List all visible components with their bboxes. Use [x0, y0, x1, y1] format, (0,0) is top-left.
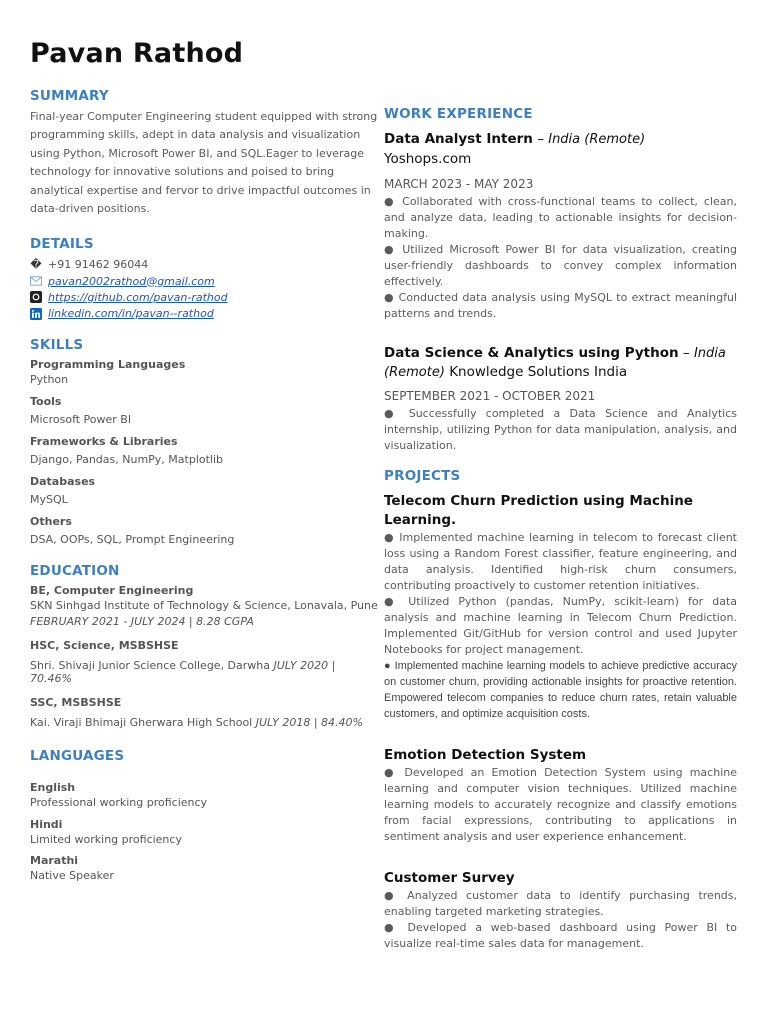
- project-bullet: ● Implemented machine learning in telecom to forecast client loss using a Random Forest classifier, feature engineering, and data analysis. Identified high-risk churn consumers, contributing proactively to customer retention initiatives.: [384, 531, 737, 592]
- project-entry: [384, 492, 737, 722]
- job-bullet: ● Successfully completed a Data Science and Analytics internship, utilizing Python for data manipulation, analysis, and visualization.: [384, 407, 737, 452]
- details-section: [30, 236, 378, 322]
- skill-heading: Programming Languages: [30, 358, 186, 371]
- project-bullet: ● Developed an Emotion Detection System using machine learning and computer vision techniques. Utilized machine learning models to accurately recognize and classify emotions from facial expressions, contributing to applications in sentiment analysis and user experience enhancement.: [384, 766, 737, 843]
- language-name: Marathi: [30, 854, 79, 867]
- github-row: [30, 289, 378, 305]
- email-row: [30, 273, 378, 289]
- edu-degree: BE, Computer Engineering: [30, 584, 194, 597]
- phone-row: [30, 256, 378, 272]
- job-company: Yoshops.com: [384, 151, 472, 167]
- education-title: EDUCATION: [30, 563, 120, 579]
- language-level: Professional working proficiency: [30, 796, 208, 809]
- details-title: DETAILS: [30, 236, 94, 253]
- job-bullet: ● Utilized Microsoft Power BI for data visualization, creating user-friendly dashboards to convey complex information effectively.: [384, 243, 737, 288]
- right-column: [384, 106, 737, 952]
- edu-school-line: [30, 659, 378, 685]
- edu-school-line: [30, 716, 378, 729]
- job-bullet: ● Collaborated with cross-functional teams to collect, clean, and analyze data, leading to actionable insights for decision-making.: [384, 195, 737, 240]
- edu-school: Shri. Shivaji Junior Science College, Darwha: [30, 659, 271, 672]
- project-bullet: ● Developed a web-based dashboard using Power BI to visualize real-time sales data for management.: [384, 921, 737, 950]
- job-title-line: [384, 344, 737, 382]
- project-bullet: ● Analyzed customer data to identify purchasing trends, enabling targeted marketing strategies.: [384, 889, 737, 918]
- edu-school: Kai. Viraji Bhimaji Gherwara High School: [30, 716, 253, 729]
- summary-text: Final-year Computer Engineering student equipped with strong programming skills, adept in data analysis and visualization using Python, Microsoft Power BI, and SQL.Eager to leverage technology for innovative solutions and poised to bring analytical expertise and fervor to drive impactful outcomes in data-driven positions.: [30, 110, 378, 216]
- project-entry: [384, 869, 737, 952]
- email-link[interactable]: pavan2002rathod@gmail.com: [48, 274, 215, 288]
- projects-title: PROJECTS: [384, 468, 461, 484]
- project-bullet: ● Implemented machine learning models to achieve predictive accuracy on customer churn, providing actionable insights for proactive retention. Empowered telecom companies to reduce churn rates, retain valuable customers, and optimize acquisition costs.: [384, 660, 737, 720]
- projects-section: [384, 468, 737, 952]
- job-location: India (Remote): [384, 346, 726, 380]
- job-entry: [384, 130, 737, 322]
- job-title-line: [384, 130, 737, 149]
- job-dash: –: [537, 131, 544, 147]
- work-experience-title: WORK EXPERIENCE: [384, 106, 533, 122]
- skill-heading: Others: [30, 515, 72, 528]
- edu-degree: HSC, Science, MSBSHSE: [30, 639, 179, 652]
- skill-heading: Tools: [30, 395, 62, 408]
- skills-title: SKILLS: [30, 337, 84, 353]
- job-location: India (Remote): [548, 132, 646, 147]
- linkedin-link[interactable]: linkedin.com/in/pavan--rathod: [48, 307, 214, 321]
- edu-meta: JULY 2018 | 84.40%: [255, 716, 363, 729]
- github-icon: [30, 291, 42, 303]
- project-title: Customer Survey: [384, 870, 515, 886]
- left-column: [30, 88, 378, 882]
- project-title: Telecom Churn Prediction using Machine Learning.: [384, 493, 693, 528]
- candidate-name: Pavan Rathod: [30, 38, 244, 69]
- edu-meta: FEBRUARY 2021 - JULY 2024 | 8.28 CGPA: [30, 615, 254, 628]
- job-bullet: ● Conducted data analysis using MySQL to extract meaningful patterns and trends.: [384, 291, 737, 320]
- languages-title: LANGUAGES: [30, 748, 125, 764]
- phone-number: +91 91462 96044: [48, 258, 149, 272]
- language-level: Limited working proficiency: [30, 833, 182, 846]
- skill-value: MySQL: [30, 493, 68, 506]
- edu-school: SKN Sinhgad Institute of Technology & Science, Lonavala, Pune: [30, 599, 378, 612]
- job-role: Data Science & Analytics using Python: [384, 345, 679, 361]
- job-role: Data Analyst Intern: [384, 131, 533, 147]
- job-entry: [384, 344, 737, 454]
- languages-section: [30, 748, 378, 882]
- linkedin-row: [30, 306, 378, 322]
- skill-heading: Databases: [30, 475, 96, 488]
- job-dash: –: [682, 345, 690, 361]
- skill-heading: Frameworks & Libraries: [30, 435, 178, 448]
- summary-section: [30, 88, 378, 218]
- project-bullet: ● Utilized Python (pandas, NumPy, scikit-learn) for data analysis and machine learning in Telecom Churn Prediction. Implemented Git/GitHub for version control and used Jupyter Notebooks for project management.: [384, 595, 737, 656]
- language-name: English: [30, 781, 76, 794]
- project-title: Emotion Detection System: [384, 747, 587, 763]
- edu-meta: JULY 2020 | 70.46%: [30, 659, 336, 685]
- job-company: Knowledge Solutions India: [449, 364, 628, 380]
- github-link[interactable]: https://github.com/pavan-rathod: [48, 290, 228, 304]
- skill-value: Python: [30, 373, 69, 386]
- job-dates: SEPTEMBER 2021 - OCTOBER 2021: [384, 389, 596, 403]
- language-level: Native Speaker: [30, 869, 114, 882]
- skill-value: Django, Pandas, NumPy, Matplotlib: [30, 453, 224, 466]
- phone-icon: �: [30, 258, 42, 272]
- envelope-icon: [30, 275, 42, 287]
- project-entry: [384, 746, 737, 845]
- edu-degree: SSC, MSBSHSE: [30, 696, 122, 709]
- summary-title: SUMMARY: [30, 88, 109, 104]
- skills-section: [30, 337, 378, 546]
- language-name: Hindi: [30, 818, 63, 831]
- skill-value: DSA, OOPs, SQL, Prompt Engineering: [30, 533, 235, 546]
- linkedin-icon: [30, 308, 42, 320]
- work-experience-section: [384, 106, 737, 454]
- education-section: [30, 563, 378, 729]
- skill-value: Microsoft Power BI: [30, 413, 132, 426]
- job-dates: MARCH 2023 - MAY 2023: [384, 177, 534, 191]
